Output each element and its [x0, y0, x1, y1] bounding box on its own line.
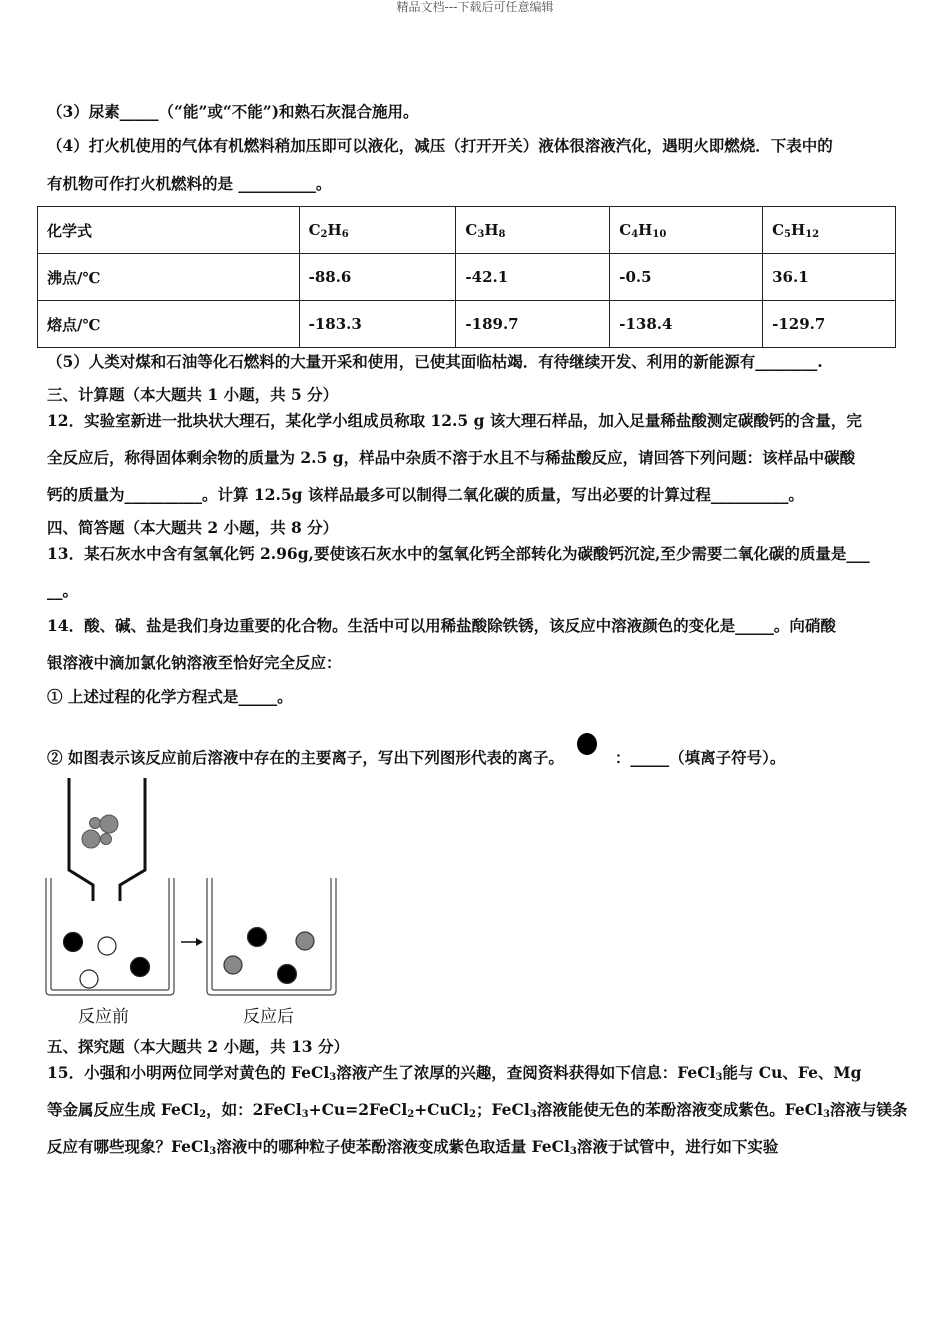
- subscript: 2: [320, 229, 328, 240]
- black-ion: [248, 928, 267, 947]
- text-run: H: [484, 221, 499, 239]
- reaction-diagram: [0, 760, 360, 1030]
- text-run: C: [465, 221, 478, 239]
- text-line-q13a: [47, 544, 870, 564]
- black-ion: [131, 958, 150, 977]
- white-ion: [98, 937, 116, 955]
- table-cell: [299, 301, 456, 348]
- text-run: -138.4: [619, 315, 673, 333]
- page-header: 精品文档---下载后可任意编辑: [396, 0, 554, 14]
- table-cell: [763, 301, 896, 348]
- text-run: 反应有哪些现象？FeCl: [47, 1137, 210, 1156]
- white-ion: [80, 970, 98, 988]
- text-run: 有机物可作打火机燃料的是 __________。: [47, 174, 332, 193]
- text-run: -183.3: [308, 315, 362, 333]
- table-cell: [38, 301, 300, 348]
- text-run: C: [772, 221, 785, 239]
- table-cell: [299, 207, 456, 254]
- black-ion: [64, 933, 83, 952]
- subscript: 3: [301, 1109, 309, 1120]
- text-line-q3: [47, 102, 419, 122]
- text-run: 三、计算题（本大题共 1 小题，共 5 分）: [47, 385, 339, 404]
- table-cell: [299, 254, 456, 301]
- text-run: 化学式: [47, 221, 93, 240]
- table-cell: [456, 207, 610, 254]
- text-line-q4b: [47, 174, 331, 194]
- text-run: C: [619, 221, 632, 239]
- subscript: 2: [469, 1109, 476, 1120]
- gray-ion: [296, 932, 314, 950]
- text-run: H: [327, 221, 342, 239]
- text-run: （4）打火机使用的气体有机燃料稍加压即可以液化，减压（打开开关）液体很溶液汽化，遇明火即燃烧．下表中的: [47, 136, 833, 155]
- table-cell: [38, 207, 300, 254]
- text-run: 14．酸、碱、盐是我们身边重要的化合物。生活中可以用稀盐酸除铁锈，该反应中溶液颜色的变化是_____。向硝酸: [47, 616, 836, 635]
- text-run: -0.5: [619, 268, 652, 286]
- table-cell: [38, 254, 300, 301]
- table-cell: [610, 207, 763, 254]
- text-run: 13．某石灰水中含有氢氧化钙 2.96g,要使该石灰水中的氢氧化钙全部转化为碳酸钙沉淀,至少需要二氧化碳的质量是___: [47, 544, 870, 563]
- subscript: 6: [341, 229, 349, 240]
- subscript: 3: [822, 1109, 830, 1120]
- subscript: 3: [209, 1146, 217, 1157]
- subscript: 2: [407, 1109, 415, 1120]
- subscript: 3: [569, 1146, 577, 1157]
- text-line-q14b: [47, 653, 342, 673]
- subscript: 2: [199, 1109, 207, 1120]
- table-cell: [610, 301, 763, 348]
- text-run: （5）人类对煤和石油等化石燃料的大量开采和使用，已使其面临枯竭．有待继续开发、利用的新能源有________.: [47, 352, 823, 371]
- subscript: 3: [477, 229, 485, 240]
- subscript: 10: [652, 229, 667, 240]
- text-line-sec4: [47, 518, 338, 538]
- black-ion: [278, 965, 297, 984]
- text-run: 沸点/℃: [47, 268, 101, 287]
- text-line-q5: [47, 352, 823, 372]
- text-run: H: [791, 221, 806, 239]
- fuel-properties-table: [37, 206, 896, 348]
- text-run: 等金属反应生成 FeCl: [47, 1100, 200, 1119]
- text-line-q12a: [47, 411, 862, 431]
- text-run: 15．小强和小明两位同学对黄色的 FeCl: [47, 1063, 330, 1082]
- subscript: 3: [329, 1072, 337, 1083]
- text-line-q4a: [47, 136, 833, 156]
- text-run: ，如：2FeCl: [206, 1100, 302, 1119]
- text-run: 溶液产生了浓厚的兴趣，查阅资料获得如下信息：FeCl: [336, 1063, 716, 1082]
- reaction-arrow: [181, 938, 203, 946]
- text-line-sec5: [47, 1037, 349, 1057]
- text-run: __。: [47, 581, 79, 600]
- text-run: 银溶液中滴加氯化钠溶液至恰好完全反应：: [47, 653, 342, 672]
- text-run: 钙的质量为__________。计算 12.5g 该样品最多可以制得二氧化碳的质量，写出必要的计算过程__________。: [47, 485, 804, 504]
- beaker-after: [207, 878, 336, 995]
- text-run: 熔点/℃: [47, 315, 101, 334]
- after-label: 反应后: [243, 1007, 294, 1027]
- text-run: 溶液中的哪种粒子使苯酚溶液变成紫色取适量 FeCl: [216, 1137, 570, 1156]
- table-cell: [456, 254, 610, 301]
- table-cell: [763, 207, 896, 254]
- text-run: -129.7: [772, 315, 826, 333]
- text-run: H: [638, 221, 653, 239]
- text-run: -189.7: [465, 315, 519, 333]
- text-run: +Cu=2FeCl: [308, 1100, 408, 1119]
- table-row: [38, 301, 896, 348]
- gray-ion: [224, 956, 242, 974]
- subscript: 3: [715, 1072, 723, 1083]
- table-cell: [610, 254, 763, 301]
- table-cell: [763, 254, 896, 301]
- text-line-sec3: [47, 385, 338, 405]
- text-line-q12b: [47, 448, 855, 468]
- text-line-q14c: [47, 687, 293, 707]
- text-run: 12．实验室新进一批块状大理石，某化学小组成员称取 12.5 g 该大理石样品，加入足量稀盐酸测定碳酸钙的含量，完: [47, 411, 862, 430]
- black-ion-icon: [577, 733, 597, 755]
- text-line-q15b: [47, 1100, 907, 1120]
- subscript: 5: [784, 229, 792, 240]
- text-run: 五、探究题（本大题共 2 小题，共 13 分）: [47, 1037, 349, 1056]
- text-run: -88.6: [308, 268, 352, 286]
- text-line-q12c: [47, 485, 804, 505]
- subscript: 4: [631, 229, 639, 240]
- text-run: 溶液能使无色的苯酚溶液变成紫色。FeCl: [536, 1100, 823, 1119]
- text-run: 全反应后，称得固体剩余物的质量为 2.5 g，样品中杂质不溶于水且不与稀盐酸反应，请回答下列问题：该样品中碳酸: [47, 448, 856, 467]
- table-header-row: [38, 207, 896, 254]
- text-line-q13b: [47, 581, 78, 601]
- text-run: ；FeCl: [475, 1100, 530, 1119]
- text-run: （3）尿素_____（“能”或“不能”)和熟石灰混合施用。: [47, 102, 419, 121]
- text-line-q14a: [47, 616, 836, 636]
- subscript: 12: [805, 229, 820, 240]
- text-run: 溶液与镁条: [829, 1100, 908, 1119]
- ions-before: [64, 933, 150, 989]
- table-cell: [456, 301, 610, 348]
- text-line-q15a: [47, 1063, 861, 1083]
- text-run: C: [308, 221, 321, 239]
- dropper-particles: [82, 815, 118, 848]
- text-run: +CuCl: [414, 1100, 470, 1119]
- text-run: 能与 Cu、Fe、Mg: [722, 1063, 862, 1082]
- text-run: 36.1: [772, 268, 809, 286]
- text-run: ② 如图表示该反应前后溶液中存在的主要离子，写出下列图形代表的离子。 ：_____（填离子符号）。: [47, 748, 785, 767]
- table-row: [38, 254, 896, 301]
- text-line-q15c: [47, 1137, 778, 1157]
- subscript: 3: [529, 1109, 537, 1120]
- text-run: -42.1: [465, 268, 509, 286]
- text-run: ① 上述过程的化学方程式是_____。: [47, 687, 293, 706]
- ions-after: [224, 928, 314, 984]
- before-label: 反应前: [78, 1007, 129, 1027]
- text-run: 四、简答题（本大题共 2 小题，共 8 分）: [47, 518, 339, 537]
- text-run: 溶液于试管中，进行如下实验: [576, 1137, 779, 1156]
- subscript: 8: [498, 229, 506, 240]
